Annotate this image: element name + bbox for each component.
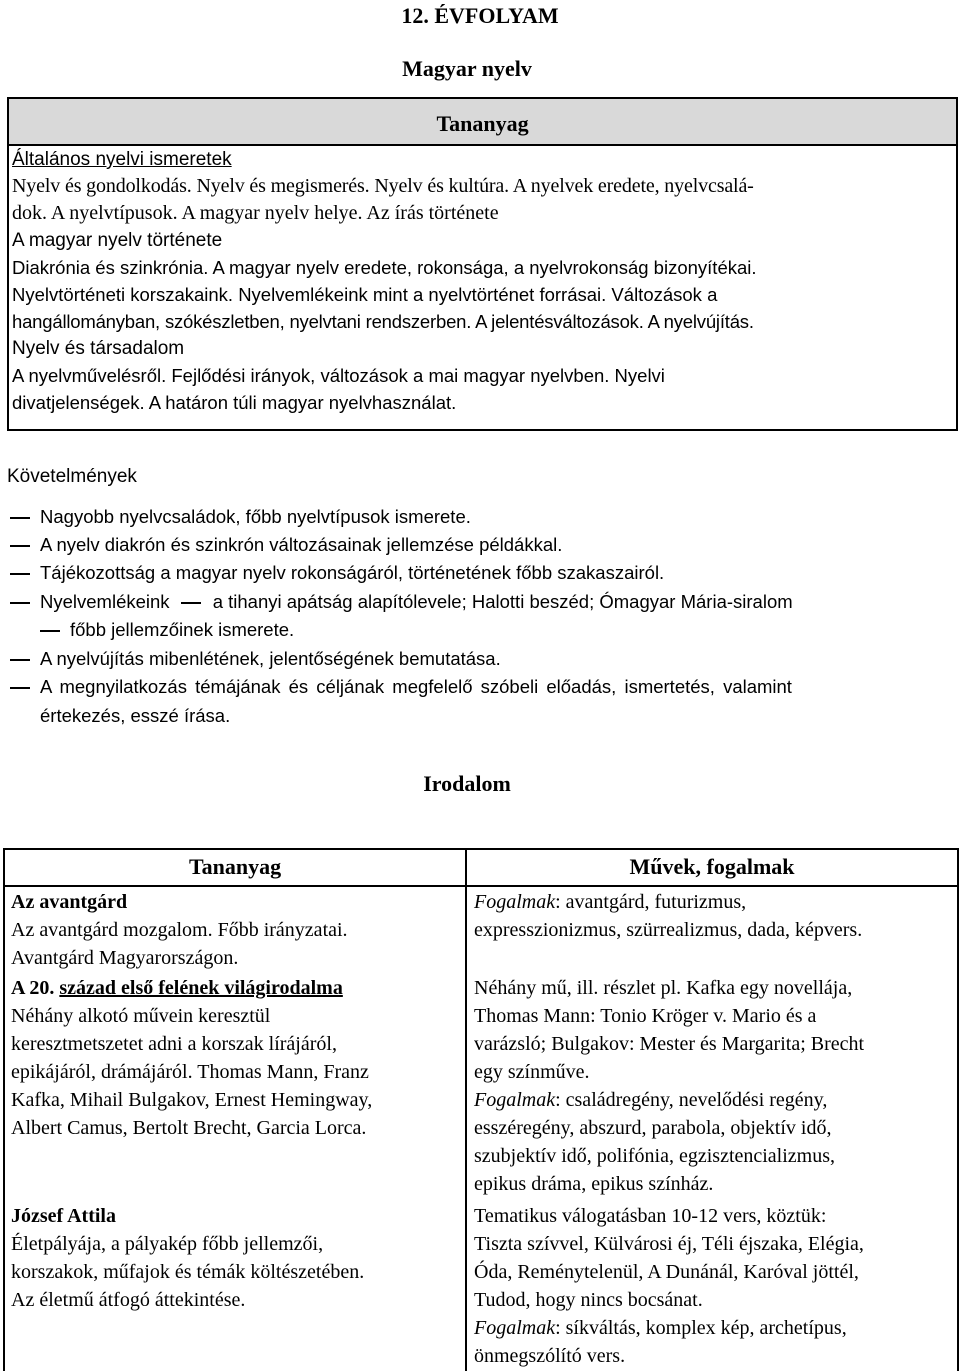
works-text: [474, 1086, 864, 1114]
fogalmak-label: Fogalmak: [474, 1089, 556, 1111]
topic-text: dok. A nyelvtípusok. A magyar nyelv helye. Az írás története: [12, 202, 499, 224]
list-item-text: A megnyilatkozás témájának és céljának megfelelő szóbeli előadás, ismertetés, valamint: [40, 676, 792, 697]
list-item-text: Tájékozottság a magyar nyelv rokonságáról, történetének főbb szakaszairól.: [40, 562, 665, 583]
works-text-part: : avantgárd, futurizmus,: [555, 891, 747, 913]
table-header-label: Tananyag: [436, 111, 529, 136]
list-item-continuation: [40, 616, 960, 644]
topic-text: Nyelvtörténeti korszakaink. Nyelvemlékeink mint a nyelvtörténet forrásai. Változások a: [12, 284, 718, 305]
works-text: egy színműve.: [474, 1061, 590, 1083]
works-avantgard: [474, 888, 862, 944]
topic-text: hangállományban, szókészletben, nyelvtani rendszerben. A jelentésváltozások. A nyelvújítás.: [12, 311, 754, 332]
section-title-irodalom: Irodalom: [423, 771, 511, 796]
topic-heading: Nyelv és társadalom: [12, 338, 185, 359]
list-item-continuation: [40, 702, 960, 730]
fogalmak-label: Fogalmak: [474, 891, 556, 913]
works-text: epikus dráma, epikus színház.: [474, 1173, 714, 1195]
list-item-text: Nyelvemlékeink: [40, 591, 170, 612]
table-header: [9, 99, 956, 146]
topic-avantgard: [11, 888, 348, 972]
magyar-nyelv-table: [7, 97, 958, 431]
topic-heading: [11, 974, 372, 1002]
topic-text: korszakok, műfajok és témák költészetében.: [11, 1261, 365, 1283]
topic-text: Az avantgárd mozgalom. Főbb irányzatai.: [11, 919, 348, 941]
topic-text: Albert Camus, Bertolt Brecht, Garcia Lorca.: [11, 1117, 367, 1139]
topic-text: Az életmű átfogó áttekintése.: [11, 1289, 246, 1311]
requirements-title: Követelmények: [7, 466, 137, 487]
works-text: Tiszta szívvel, Külvárosi éj, Téli éjszaka, Elégia,: [474, 1233, 864, 1255]
topic-20th-century: [11, 974, 372, 1142]
list-item-text: A nyelv diakrón és szinkrón változásainak jellemzése példákkal.: [40, 534, 563, 555]
works-text: [474, 1314, 864, 1342]
dash-bullet-icon: [10, 573, 30, 575]
works-text: Tudod, hogy nincs bocsánat.: [474, 1289, 703, 1311]
topic-text: Nyelv és gondolkodás. Nyelv és megismerés. Nyelv és kultúra. A nyelvek eredete, nyelvcsalá-: [12, 175, 754, 197]
list-item-text: Nagyobb nyelvcsaládok, főbb nyelvtípusok ismerete.: [40, 506, 471, 527]
list-item-text: értekezés, esszé írása.: [40, 705, 231, 726]
works-text: expresszionizmus, szürrealizmus, dada, képvers.: [474, 919, 863, 941]
column-divider: [465, 850, 467, 1371]
works-text: szubjektív idő, polifónia, egzisztencializmus,: [474, 1145, 836, 1167]
topic-heading: Az avantgárd: [11, 891, 128, 913]
topic-heading-part: század első felének világirodalma: [59, 977, 343, 999]
topic-text: A nyelvművelésről. Fejlődési irányok, változások a mai magyar nyelvben. Nyelvi: [12, 365, 665, 386]
header-divider: [5, 885, 957, 887]
dash-separator-icon: [181, 602, 201, 604]
topic-text: Kafka, Mihail Bulgakov, Ernest Hemingway,: [11, 1089, 373, 1111]
topic-text: Diakrónia és szinkrónia. A magyar nyelv eredete, rokonsága, a nyelvrokonság bizonyítékai.: [12, 257, 757, 278]
dash-bullet-icon: [10, 545, 30, 547]
works-text: [474, 888, 862, 916]
works-20th-century: [474, 974, 864, 1198]
list-item: [10, 673, 930, 701]
topic-text: Néhány alkotó művein keresztül: [11, 1005, 271, 1027]
topic-jozsef-attila: [11, 1202, 364, 1314]
dash-bullet-icon: [10, 659, 30, 661]
list-item-text: A nyelvújítás mibenlétének, jelentőségének bemutatása.: [40, 648, 501, 669]
works-text: Óda, Reménytelenül, A Dunánál, Karóval jöttél,: [474, 1261, 859, 1283]
topic-text: divatjelenségek. A határon túli magyar nyelvhasználat.: [12, 392, 457, 413]
works-text: Thomas Mann: Tonio Kröger v. Mario és a: [474, 1005, 817, 1027]
dash-bullet-icon: [10, 602, 30, 604]
list-item: [10, 588, 930, 616]
works-text: esszéregény, abszurd, parabola, objektív idő,: [474, 1117, 832, 1139]
column-header-muvek: Művek, fogalmak: [629, 854, 795, 879]
topic-heading: A magyar nyelv története: [12, 230, 223, 251]
topic-heading: Általános nyelvi ismeretek: [12, 149, 232, 170]
works-text-part: : síkváltás, komplex kép, archetípus,: [555, 1317, 847, 1339]
works-jozsef-attila: [474, 1202, 864, 1370]
dash-separator-icon: [40, 630, 60, 632]
works-text: varázsló; Bulgakov: Mester és Margarita; Brecht: [474, 1033, 865, 1055]
fogalmak-label: Fogalmak: [474, 1317, 556, 1339]
list-item-text: főbb jellemzőinek ismerete.: [70, 619, 295, 640]
dash-bullet-icon: [10, 517, 30, 519]
works-text: önmegszólító vers.: [474, 1345, 626, 1367]
works-text-part: : családregény, nevelődési regény,: [555, 1089, 828, 1111]
topic-heading: József Attila: [11, 1205, 116, 1227]
list-item-text: a tihanyi apátság alapítólevele; Halotti beszéd; Ómagyar Mária-siralom: [212, 591, 793, 612]
irodalom-table: [3, 848, 959, 1371]
topic-text: Avantgárd Magyarországon.: [11, 947, 239, 969]
dash-bullet-icon: [10, 687, 30, 689]
table-body: [12, 146, 952, 416]
topic-heading-part: A 20.: [11, 977, 55, 999]
list-item: [10, 503, 930, 531]
topic-text: epikájáról, drámájáról. Thomas Mann, Franz: [11, 1061, 369, 1083]
list-item: [10, 531, 930, 559]
works-text: Néhány mű, ill. részlet pl. Kafka egy novellája,: [474, 977, 853, 999]
column-header-tananyag: Tananyag: [188, 854, 282, 879]
section-title-magyar-nyelv: Magyar nyelv: [402, 56, 532, 81]
page-title: 12. ÉVFOLYAM: [401, 3, 559, 28]
topic-text: keresztmetszetet adni a korszak lírájáról,: [11, 1033, 337, 1055]
list-item: [10, 559, 930, 587]
works-text: Tematikus válogatásban 10-12 vers, köztük:: [474, 1205, 827, 1227]
list-item: [10, 645, 930, 673]
topic-text: Életpályája, a pályakép főbb jellemzői,: [11, 1233, 324, 1255]
